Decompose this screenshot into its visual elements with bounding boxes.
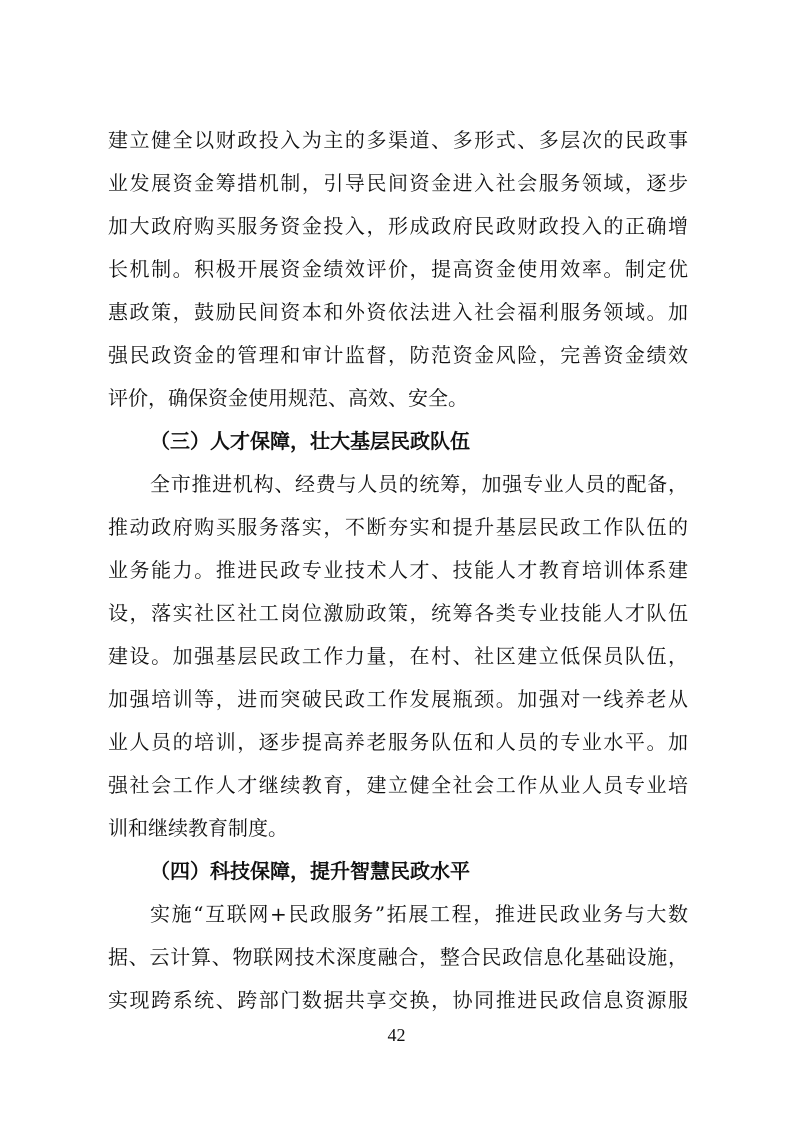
paragraph-line: 长机制。积极开展资金绩效评价，提高资金使用效率。制定优 bbox=[108, 257, 688, 281]
paragraph-line: 推动政府购买服务落实，不断夯实和提升基层民政工作队伍的 bbox=[108, 515, 688, 539]
paragraph-line: 加大政府购买服务资金投入，形成政府民政财政投入的正确增 bbox=[108, 214, 688, 238]
paragraph-line: 据、云计算、物联网技术深度融合，整合民政信息化基础设施， bbox=[108, 945, 688, 969]
section-heading: （四）科技保障，提升智慧民政水平 bbox=[150, 859, 470, 883]
paragraph-line: 全市推进机构、经费与人员的统筹，加强专业人员的配备， bbox=[150, 472, 688, 496]
paragraph-line: 评价，确保资金使用规范、高效、安全。 bbox=[108, 386, 468, 410]
paragraph-line: 业发展资金筹措机制，引导民间资金进入社会服务领域，逐步 bbox=[108, 171, 688, 195]
paragraph-line: 设，落实社区社工岗位激励政策，统筹各类专业技能人才队伍 bbox=[108, 601, 688, 625]
paragraph-line: 惠政策，鼓励民间资本和外资依法进入社会福利服务领域。加 bbox=[108, 300, 688, 324]
paragraph-line: 强民政资金的管理和审计监督，防范资金风险，完善资金绩效 bbox=[108, 343, 688, 367]
page-number: 42 bbox=[387, 1025, 406, 1045]
paragraph-line: 业务能力。推进民政专业技术人才、技能人才教育培训体系建 bbox=[108, 558, 688, 582]
paragraph-line: 强社会工作人才继续教育，建立健全社会工作从业人员专业培 bbox=[108, 773, 688, 797]
paragraph-line: 加强培训等，进而突破民政工作发展瓶颈。加强对一线养老从 bbox=[108, 687, 688, 711]
paragraph-line: 实施“互联网+民政服务”拓展工程，推进民政业务与大数 bbox=[150, 902, 688, 926]
paragraph-line: 实现跨系统、跨部门数据共享交换，协同推进民政信息资源服 bbox=[108, 988, 688, 1012]
paragraph-line: 建立健全以财政投入为主的多渠道、多形式、多层次的民政事 bbox=[108, 128, 688, 152]
paragraph-line: 建设。加强基层民政工作力量，在村、社区建立低保员队伍， bbox=[108, 644, 688, 668]
paragraph-line: 训和继续教育制度。 bbox=[108, 816, 288, 840]
paragraph-line: 业人员的培训，逐步提高养老服务队伍和人员的专业水平。加 bbox=[108, 730, 688, 754]
section-heading: （三）人才保障，壮大基层民政队伍 bbox=[150, 429, 470, 453]
